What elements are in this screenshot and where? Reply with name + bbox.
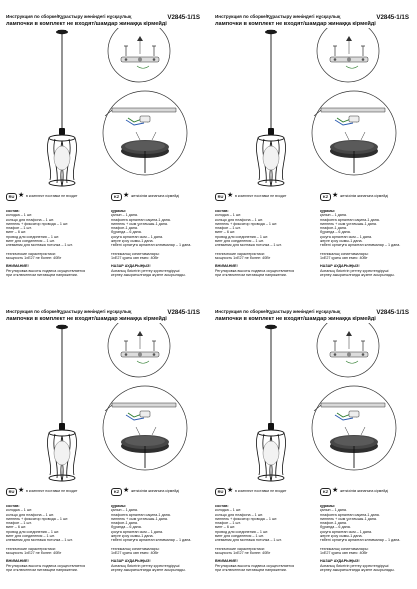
assembly-illustration: [209, 323, 417, 488]
kz-kit-item: плафонға арналған сақина-1 дана.: [320, 217, 380, 222]
ru-warning-line: Регулировка высоты подвеса осуществляется: [6, 563, 86, 568]
model-number: V2845-1/1S: [376, 14, 409, 21]
ru-kit-item: колодка – 1 шт.: [215, 508, 242, 513]
kz-tech-value: 1xE27 қуаты көп емес: 40Вт: [111, 550, 159, 555]
instruction-sheet-top-left: [0, 0, 208, 294]
header-title: Инструкция по сборке/Құрастыру жөніндегі нұсқаулық: [6, 309, 132, 314]
model-number: V2845-1/1S: [167, 14, 200, 21]
lang-badge-kz: KZ: [111, 193, 122, 201]
ru-tech-heading: технические характеристики:: [215, 251, 265, 256]
kz-kit-item: төбені орнатуға арналған клеммалар – 1 дана.: [111, 243, 192, 248]
not-included-star-icon: ★: [18, 192, 25, 199]
ru-kit-heading: состав:: [215, 209, 229, 213]
kz-tech-heading: техникалық сипаттамалары:: [320, 546, 369, 551]
kz-kit-item: жерге қосу сымы-1 дана.: [111, 534, 154, 539]
pendant-lamp-drawing: [256, 30, 285, 186]
header-title: Инструкция по сборке/Құрастыру жөніндегі нұсқаулық: [215, 14, 341, 19]
kz-warning-line: Аспаның биіктігін реттеу қоректендіруші: [111, 563, 180, 568]
kz-warning-line: Аспаның биіктігін реттеу қоректендіруші: [320, 563, 389, 568]
kz-not-included-note: жеткізілім жинағына кірмейді: [340, 489, 389, 493]
canopy-wiring-diagram: [312, 386, 396, 470]
kz-kit-item: плафонға арналған сақина-1 дана.: [320, 512, 380, 517]
ru-tech-value: мощность 1xE27 не более: 40Вт: [6, 255, 62, 260]
kz-tech-value: 1xE27 қуаты көп емес: 40Вт: [320, 550, 368, 555]
kz-warning-line: Аспаның биіктігін реттеу қоректендіруші: [320, 268, 389, 273]
ru-kit-heading: состав:: [215, 504, 229, 508]
ru-not-included-note: в комплект поставки не входит: [26, 489, 78, 493]
ru-column: [6, 209, 106, 277]
ru-kit-item: винт – 6 шт.: [215, 525, 236, 530]
kz-kit-item: жерге қосу сымы-1 дана.: [111, 239, 154, 244]
header-subtitle: лампочки в комплект не входят/шамдар жинаққа кірмейді: [6, 316, 167, 322]
ru-warning-line: Регулировка высоты подвеса осуществляется: [215, 268, 295, 273]
ru-kit-item: плафон – 1 шт.: [215, 521, 241, 526]
ru-kit-item: винт для соединения – 1 шт.: [6, 239, 55, 244]
ru-kit-item: плафон – 1 шт.: [6, 226, 32, 231]
ru-kit-item: клеммник для монтажа потолка – 1 шт.: [215, 243, 282, 248]
kz-kit-item: плафонға арналған сақина-1 дана.: [111, 512, 171, 517]
kz-tech-value: 1xE27 қуаты көп емес: 40Вт: [320, 255, 368, 260]
kz-kit-item: плафонға арналған сақина-1 дана.: [111, 217, 171, 222]
ru-tech-heading: технические характеристики:: [6, 251, 56, 256]
legend-row: [213, 193, 413, 201]
kz-kit-item: бұранда – 6 дана.: [320, 525, 351, 530]
assembly-illustration: [0, 323, 208, 488]
lang-badge-ru: RU: [6, 488, 17, 496]
kz-kit-item: бұранда – 6 дана.: [111, 230, 142, 235]
kz-tech-value: 1xE27 қуаты көп емес: 40Вт: [111, 255, 159, 260]
ru-warning-line: при отключенном питающем напряжении.: [6, 567, 78, 572]
kz-not-included-note: жеткізілім жинағына кірмейді: [131, 489, 180, 493]
ru-tech-value: мощность 1xE27 не более: 40Вт: [215, 255, 271, 260]
kz-kit-item: ниппель + сым ұстағышы-1 дана.: [320, 221, 377, 226]
instruction-sheet-top-right: [209, 0, 417, 294]
assembly-illustration: [0, 28, 208, 193]
ru-kit-item: ниппель + фиксатор провода – 1 шт.: [6, 516, 69, 521]
kz-tech-heading: техникалық сипаттамалары:: [320, 251, 369, 256]
ru-warning-line: Регулировка высоты подвеса осуществляется: [215, 563, 295, 568]
ru-kit-item: винт для соединения – 1 шт.: [215, 534, 264, 539]
lang-badge-kz: KZ: [320, 488, 331, 496]
ru-kit-item: кольцо для плафона – 1 шт.: [6, 512, 54, 517]
kz-kit-item: ниппель + сым ұстағышы-1 дана.: [111, 221, 168, 226]
ru-warning-line: Регулировка высоты подвеса осуществляется: [6, 268, 86, 273]
ru-kit-item: колодка – 1 шт.: [6, 213, 33, 218]
assembly-illustration: [209, 28, 417, 193]
not-included-star-icon: ★: [332, 192, 339, 199]
lang-badge-kz: KZ: [111, 488, 122, 496]
ru-kit-item: клеммник для монтажа потолка – 1 шт.: [6, 243, 73, 248]
lang-badge-ru: RU: [215, 193, 226, 201]
kz-kit-item: бұранда – 6 дана.: [111, 525, 142, 530]
kz-kit-item: қалып – 1 дана.: [111, 213, 138, 218]
kz-tech-heading: техникалық сипаттамалары:: [111, 546, 160, 551]
kz-kit-heading: құрамы:: [111, 209, 127, 213]
kz-kit-item: плафон-1 дана.: [320, 521, 347, 526]
kz-column: [111, 504, 208, 572]
header-subtitle: лампочки в комплект не входят/шамдар жинаққа кірмейді: [215, 21, 376, 27]
kz-warning-heading: НАЗАР АУДАРЫҢЫЗ!: [111, 264, 151, 269]
ru-tech-heading: технические характеристики:: [6, 546, 56, 551]
not-included-star-icon: ★: [123, 192, 130, 199]
ru-warning-heading: ВНИМАНИЕ!: [6, 264, 29, 269]
not-included-star-icon: ★: [123, 487, 130, 494]
kz-column: [320, 209, 417, 277]
kz-warning-line: кернеу ажыратылғанда жүзеге асырылады.: [320, 272, 395, 277]
header-title: Инструкция по сборке/Құрастыру жөніндегі нұсқаулық: [6, 14, 132, 19]
ru-kit-item: провод для соединения – 1 шт.: [215, 234, 269, 239]
ru-kit-item: винт – 6 шт.: [215, 230, 236, 235]
ru-column: [215, 504, 315, 572]
not-included-star-icon: ★: [227, 487, 234, 494]
ru-kit-item: винт – 6 шт.: [6, 525, 27, 530]
kz-kit-item: қосуға арналған сым – 1 дана.: [320, 234, 373, 239]
ru-kit-item: провод для соединения – 1 шт.: [6, 529, 60, 534]
kz-tech-heading: техникалық сипаттамалары:: [111, 251, 160, 256]
ru-warning-heading: ВНИМАНИЕ!: [6, 559, 29, 564]
kz-warning-line: кернеу ажыратылғанда жүзеге асырылады.: [320, 567, 395, 572]
kz-kit-item: жерге қосу сымы-1 дана.: [320, 534, 363, 539]
not-included-star-icon: ★: [18, 487, 25, 494]
kz-kit-item: плафон-1 дана.: [111, 521, 138, 526]
ru-kit-item: провод для соединения – 1 шт.: [6, 234, 60, 239]
header-subtitle: лампочки в комплект не входят/шамдар жинаққа кірмейді: [6, 21, 167, 27]
ru-kit-item: колодка – 1 шт.: [6, 508, 33, 513]
model-number: V2845-1/1S: [376, 309, 409, 316]
ru-column: [6, 504, 106, 572]
kz-kit-item: төбені орнатуға арналған клеммалар – 1 дана.: [111, 538, 192, 543]
ru-warning-line: при отключенном питающем напряжении.: [6, 272, 78, 277]
kz-warning-heading: НАЗАР АУДАРЫҢЫЗ!: [320, 559, 360, 564]
header-subtitle: лампочки в комплект не входят/шамдар жинаққа кірмейді: [215, 316, 376, 322]
canopy-wiring-diagram: [312, 91, 396, 175]
ru-kit-item: ниппель + фиксатор провода – 1 шт.: [6, 221, 69, 226]
instruction-sheet-bottom-right: [209, 295, 417, 589]
ru-column: [215, 209, 315, 277]
kz-warning-line: кернеу ажыратылғанда жүзеге асырылады.: [111, 567, 186, 572]
not-included-star-icon: ★: [332, 487, 339, 494]
kz-kit-item: қалып – 1 дана.: [111, 508, 138, 513]
legend-row: [213, 488, 413, 496]
kz-kit-item: қосуға арналған сым – 1 дана.: [111, 529, 164, 534]
sheet-header: [215, 14, 411, 27]
ru-kit-item: ниппель + фиксатор провода – 1 шт.: [215, 221, 278, 226]
legend-row: [4, 488, 204, 496]
kz-kit-item: ниппель + сым ұстағышы-1 дана.: [320, 516, 377, 521]
ru-not-included-note: в комплект поставки не входит: [26, 194, 78, 198]
pendant-lamp-drawing: [47, 30, 76, 186]
kz-kit-heading: құрамы:: [320, 209, 336, 213]
not-included-star-icon: ★: [227, 192, 234, 199]
ru-not-included-note: в комплект поставки не входит: [235, 489, 287, 493]
ru-not-included-note: в комплект поставки не входит: [235, 194, 287, 198]
ru-kit-heading: состав:: [6, 209, 20, 213]
sheet-header: [6, 309, 202, 322]
ru-warning-line: при отключенном питающем напряжении.: [215, 272, 287, 277]
ru-kit-item: ниппель + фиксатор провода – 1 шт.: [215, 516, 278, 521]
ru-kit-heading: состав:: [6, 504, 20, 508]
kz-warning-heading: НАЗАР АУДАРЫҢЫЗ!: [320, 264, 360, 269]
ru-tech-value: мощность 1xE27 не более: 40Вт: [6, 550, 62, 555]
kz-kit-item: қосуға арналған сым – 1 дана.: [320, 529, 373, 534]
kz-kit-item: бұранда – 6 дана.: [320, 230, 351, 235]
mounting-plate-diagram: [317, 28, 379, 82]
kz-warning-line: кернеу ажыратылғанда жүзеге асырылады.: [111, 272, 186, 277]
legend-row: [4, 193, 204, 201]
kz-warning-line: Аспаның биіктігін реттеу қоректендіруші: [111, 268, 180, 273]
lang-badge-kz: KZ: [320, 193, 331, 201]
model-number: V2845-1/1S: [167, 309, 200, 316]
kz-kit-heading: құрамы:: [111, 504, 127, 508]
ru-kit-item: колодка – 1 шт.: [215, 213, 242, 218]
ru-kit-item: плафон – 1 шт.: [215, 226, 241, 231]
ru-kit-item: кольцо для плафона – 1 шт.: [215, 217, 263, 222]
kz-kit-item: төбені орнатуға арналған клеммалар – 1 дана.: [320, 243, 401, 248]
ru-kit-item: кольцо для плафона – 1 шт.: [6, 217, 54, 222]
mounting-plate-diagram: [108, 28, 170, 82]
ru-kit-item: клеммник для монтажа потолка – 1 шт.: [215, 538, 282, 543]
kz-column: [111, 209, 208, 277]
pendant-lamp-drawing: [47, 325, 76, 481]
canopy-wiring-diagram: [103, 386, 187, 470]
kz-column: [320, 504, 417, 572]
ru-warning-line: при отключенном питающем напряжении.: [215, 567, 287, 572]
canopy-wiring-diagram: [103, 91, 187, 175]
ru-warning-heading: ВНИМАНИЕ!: [215, 559, 238, 564]
ru-kit-item: винт – 6 шт.: [6, 230, 27, 235]
kz-kit-item: қалып – 1 дана.: [320, 213, 347, 218]
instruction-sheet-bottom-left: [0, 295, 208, 589]
sheet-header: [215, 309, 411, 322]
ru-kit-item: кольцо для плафона – 1 шт.: [215, 512, 263, 517]
ru-kit-item: винт для соединения – 1 шт.: [6, 534, 55, 539]
header-title: Инструкция по сборке/Құрастыру жөніндегі нұсқаулық: [215, 309, 341, 314]
lang-badge-ru: RU: [6, 193, 17, 201]
ru-tech-value: мощность 1xE27 не более: 40Вт: [215, 550, 271, 555]
mounting-plate-diagram: [108, 323, 170, 377]
mounting-plate-diagram: [317, 323, 379, 377]
ru-kit-item: винт для соединения – 1 шт.: [215, 239, 264, 244]
kz-kit-item: қалып – 1 дана.: [320, 508, 347, 513]
ru-kit-item: клеммник для монтажа потолка – 1 шт.: [6, 538, 73, 543]
kz-warning-heading: НАЗАР АУДАРЫҢЫЗ!: [111, 559, 151, 564]
kz-kit-item: төбені орнатуға арналған клеммалар – 1 дана.: [320, 538, 401, 543]
kz-kit-item: плафон-1 дана.: [320, 226, 347, 231]
kz-not-included-note: жеткізілім жинағына кірмейді: [131, 194, 180, 198]
kz-not-included-note: жеткізілім жинағына кірмейді: [340, 194, 389, 198]
ru-tech-heading: технические характеристики:: [215, 546, 265, 551]
pendant-lamp-drawing: [256, 325, 285, 481]
kz-kit-heading: құрамы:: [320, 504, 336, 508]
sheet-header: [6, 14, 202, 27]
kz-kit-item: жерге қосу сымы-1 дана.: [320, 239, 363, 244]
ru-kit-item: провод для соединения – 1 шт.: [215, 529, 269, 534]
lang-badge-ru: RU: [215, 488, 226, 496]
kz-kit-item: плафон-1 дана.: [111, 226, 138, 231]
ru-warning-heading: ВНИМАНИЕ!: [215, 264, 238, 269]
kz-kit-item: ниппель + сым ұстағышы-1 дана.: [111, 516, 168, 521]
ru-kit-item: плафон – 1 шт.: [6, 521, 32, 526]
kz-kit-item: қосуға арналған сым – 1 дана.: [111, 234, 164, 239]
